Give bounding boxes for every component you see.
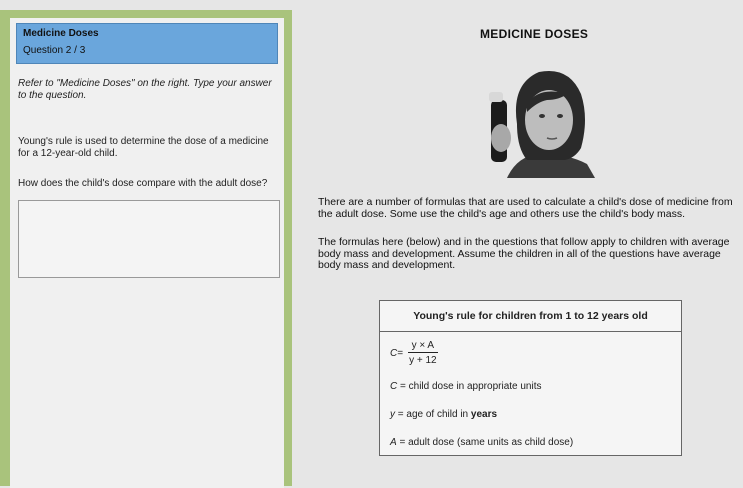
question-prompt: How does the child's dose compare with the adult dose? — [18, 178, 268, 189]
definition-c-var: C — [390, 381, 398, 392]
document-paragraph-1: There are a number of formulas that are used to calculate a child's dose of medicine from the adult dose. Some use the child's age and others use the child's body mass. — [318, 196, 733, 220]
formula-c-symbol: C — [390, 347, 398, 359]
formula-fraction — [405, 340, 441, 366]
question-instructions: Refer to "Medicine Doses" on the right. Type your answer to the question. — [18, 78, 272, 101]
youngs-formula — [390, 338, 441, 368]
definition-a-var: A — [390, 437, 397, 448]
definition-y-text: = age of child in — [395, 409, 471, 420]
formula-denominator: y + 12 — [409, 355, 437, 366]
question-title: Medicine Doses — [23, 28, 99, 39]
answer-input[interactable] — [18, 200, 280, 278]
definition-a — [390, 437, 573, 448]
definition-y-var: y — [390, 409, 395, 420]
question-header — [16, 23, 278, 64]
formula-numerator: y × A — [408, 340, 439, 353]
formula-equals: = — [397, 347, 404, 359]
rule-heading: Young's rule for children from 1 to 12 years old — [380, 301, 681, 332]
definition-y — [390, 409, 497, 420]
definition-c-text: = child dose in appropriate units — [397, 381, 542, 392]
definition-a-text: = adult dose (same units as child dose) — [396, 437, 574, 448]
question-number: Question 2 / 3 — [23, 45, 86, 56]
question-panel — [0, 10, 292, 486]
definition-c — [390, 381, 542, 392]
question-panel-inner — [10, 18, 284, 488]
definition-y-bold: years — [470, 409, 498, 420]
youngs-rule-box — [379, 300, 682, 456]
child-on-phone-photo — [477, 64, 602, 178]
document-paragraph-2: The formulas here (below) and in the questions that follow apply to children with average body mass and development. Assume the children in all of the questions have average body mass and development. — [318, 236, 730, 271]
question-context: Young's rule is used to determine the dose of a medicine for a 12-year-old child. — [18, 136, 269, 159]
document-title: MEDICINE DOSES — [480, 27, 589, 41]
